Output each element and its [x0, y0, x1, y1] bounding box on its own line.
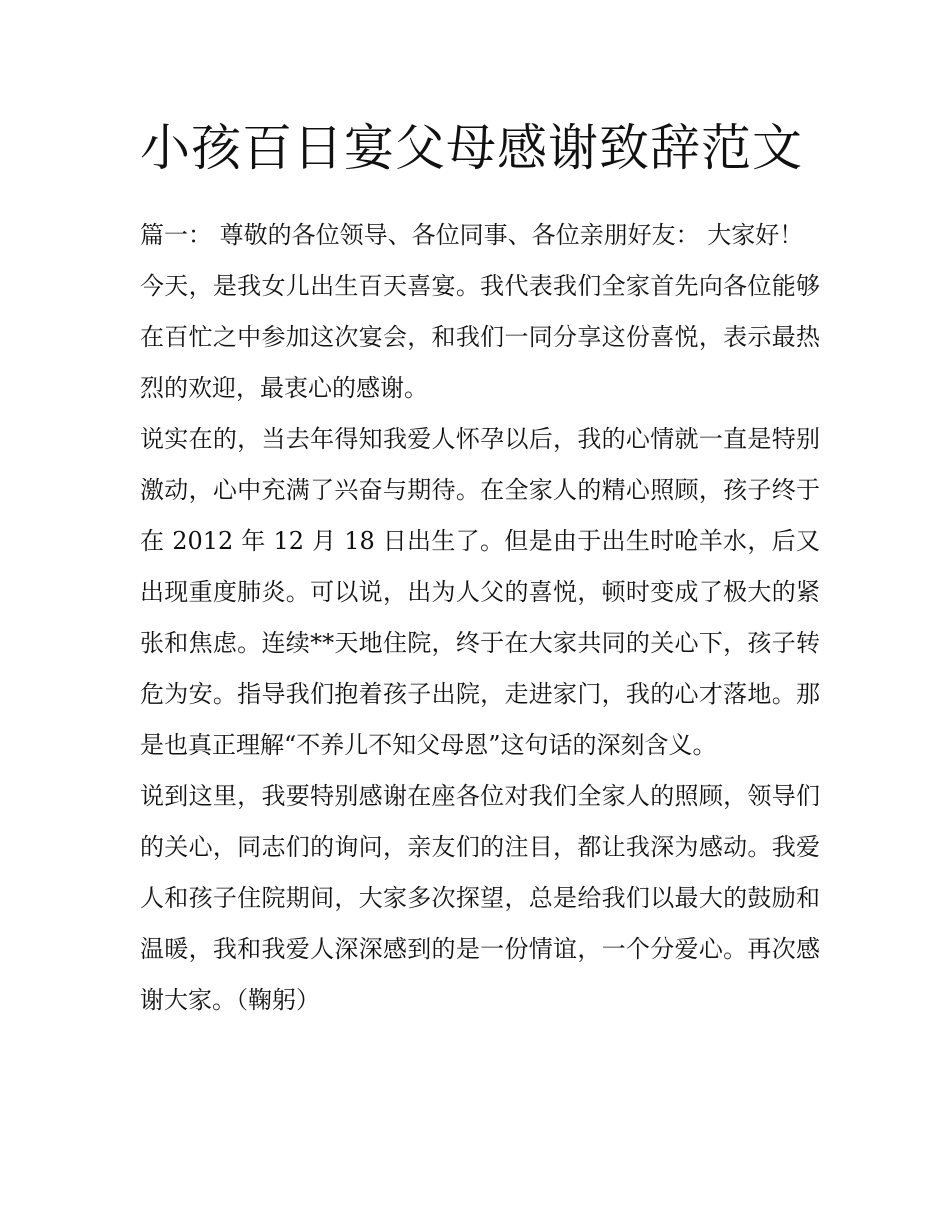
paragraph-welcome: 今天，是我女儿出生百天喜宴。我代表我们全家首先向各位能够在百忙之中参加这次宴会，和我们一同分享这份喜悦，表示最热烈的欢迎，最衷心的感谢。 — [140, 272, 820, 402]
document-title: 小孩百日宴父母感谢致辞范文 — [140, 119, 803, 177]
paragraph-thanks: 说到这里，我要特别感谢在座各位对我们全家人的照顾，领导们的关心，同志们的询问，亲友们的注目，都让我深为感动。我爱人和孩子住院期间，大家多次探望，总是给我们以最大的鼓励和温暖，我和我爱人深深感到的是一份情谊，一个分爱心。再次感谢大家。（鞠躬） — [140, 782, 820, 1014]
document-page — [140, 112, 820, 1026]
paragraph-story: 说实在的，当去年得知我爱人怀孕以后，我的心情就一直是特别激动，心中充满了兴奋与期待。在全家人的精心照顾，孩子终于在 2012 年 12 月 18 日出生了。但是由于出生时呛羊水，后又出现重度肺炎。可以说，出为人父的喜悦，顿时变成了极大的紧张和焦虑。连续**天地住院，终于在大家共同的关心下，孩子转危为安。指导我们抱着孩子出院，走进家门，我的心才落地。那是也真正理解“不养儿不知父母恩”这句话的深刻含义。 — [140, 425, 820, 759]
paragraph-greeting: 篇一： 尊敬的各位领导、各位同事、各位亲朋好友： 大家好！ — [140, 221, 804, 249]
